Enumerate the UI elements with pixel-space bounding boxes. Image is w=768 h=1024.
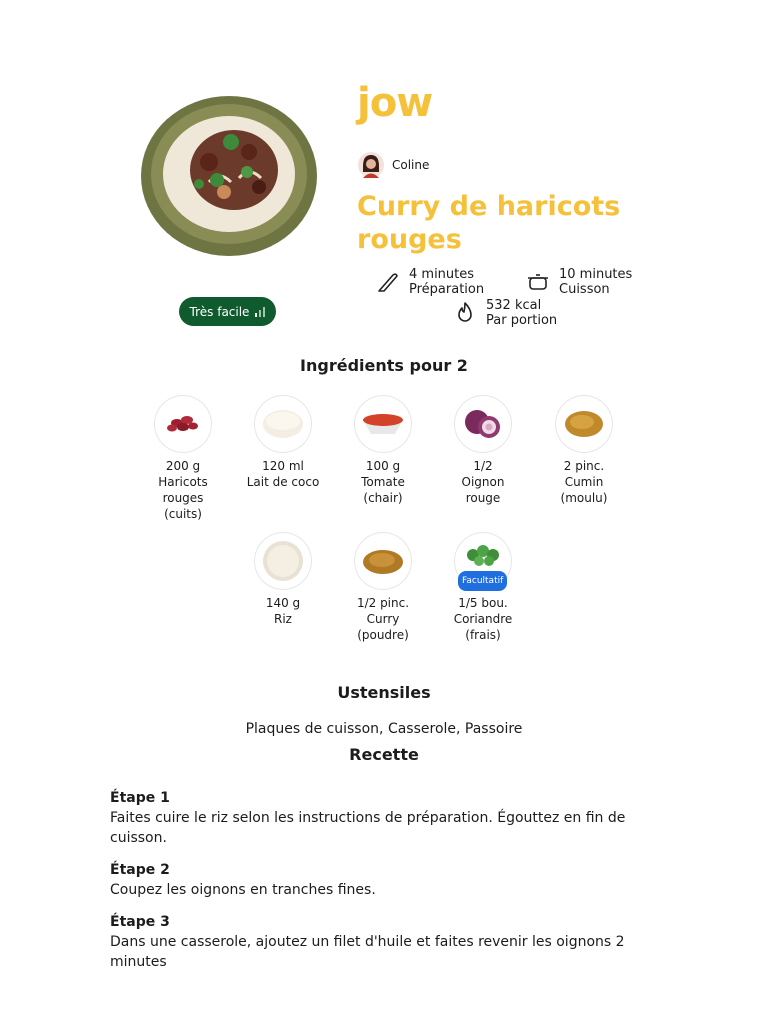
step-title: Étape 1 [110,790,170,806]
step-text: Dans une casserole, ajoutez un filet d'huile et faites revenir les oignons 2 minutes [110,934,625,970]
knife-icon [375,269,401,295]
ingredient-name: rouges [162,491,204,505]
recipe-step [110,788,630,848]
ingredient-name: Lait de coco [246,475,320,489]
ingredient-qty: 1/2 pinc. [356,596,410,610]
kidney-beans-icon [155,396,211,452]
ingredient-qty: 100 g [365,459,401,473]
recipe-step [110,860,630,900]
cook-time-value: 10 minutes [559,267,633,282]
ingredient-item [233,533,333,627]
signal-bars-icon [254,306,265,317]
cook-time-label: Cuisson [559,282,610,297]
ingredient-name: Haricots [158,475,208,489]
ingredient-name: Cumin [564,475,604,489]
rice-icon [255,533,311,589]
ingredient-name: Oignon [461,475,505,489]
recipe-steps-title: Recette [349,745,419,764]
curry-powder-icon [355,533,411,589]
ingredient-qty: 1/5 bou. [458,596,508,610]
prep-time [375,267,484,297]
author-name: Coline [392,158,430,172]
ingredient-qty: 140 g [265,596,301,610]
optional-badge: Facultatif [458,571,507,591]
step-text: Faites cuire le riz selon les instructions de préparation. Égouttez en fin de cuisson. [110,810,626,846]
pot-icon [525,269,551,295]
author[interactable] [358,152,429,178]
ingredient-item [433,396,533,506]
recipe-step [110,912,630,972]
ingredient-name: (moulu) [560,491,608,505]
cumin-icon [556,396,612,452]
coconut-milk-icon [255,396,311,452]
step-title: Étape 2 [110,862,170,878]
recipe-title: Curry de haricots rouges [357,191,621,255]
dish-photo [139,92,319,258]
prep-time-label: Préparation [409,282,485,297]
utensils-title: Ustensiles [337,683,431,702]
calories-label: Par portion [486,313,558,328]
ingredient-item [433,533,533,643]
calories [452,298,557,328]
ingredient-name: (cuits) [164,507,202,521]
ingredient-item [333,396,433,506]
step-text: Coupez les oignons en tranches fines. [110,882,376,898]
ingredient-qty: 2 pinc. [563,459,605,473]
ingredient-item [534,396,634,506]
red-onion-icon [455,396,511,452]
author-avatar [358,152,384,178]
ingredient-name: (chair) [363,491,403,505]
ingredient-item [133,396,233,522]
tomato-puree-icon [355,396,411,452]
ingredient-name: Curry [366,612,400,626]
difficulty-badge [179,297,276,326]
ingredient-name: Riz [274,612,292,626]
utensils-list: Plaques de cuisson, Casserole, Passoire [245,721,523,737]
step-title: Étape 3 [110,914,170,930]
flame-icon [452,300,478,326]
ingredient-item [333,533,433,643]
cook-time [525,267,632,297]
ingredient-qty: 120 ml [262,459,304,473]
ingredient-name: (frais) [465,628,501,642]
ingredient-name: (poudre) [357,628,409,642]
ingredients-title: Ingrédients pour 2 [300,356,468,375]
ingredient-qty: 200 g [165,459,201,473]
ingredient-name: rouge [465,491,501,505]
ingredient-name: Tomate [361,475,405,489]
ingredient-item [233,396,333,490]
ingredient-qty: 1/2 [473,459,493,473]
prep-time-value: 4 minutes [409,267,475,282]
ingredient-name: Coriandre [453,612,513,626]
difficulty-label: Très facile [189,304,250,319]
brand-logo[interactable]: jow [357,80,433,126]
calories-value: 532 kcal [486,298,542,313]
